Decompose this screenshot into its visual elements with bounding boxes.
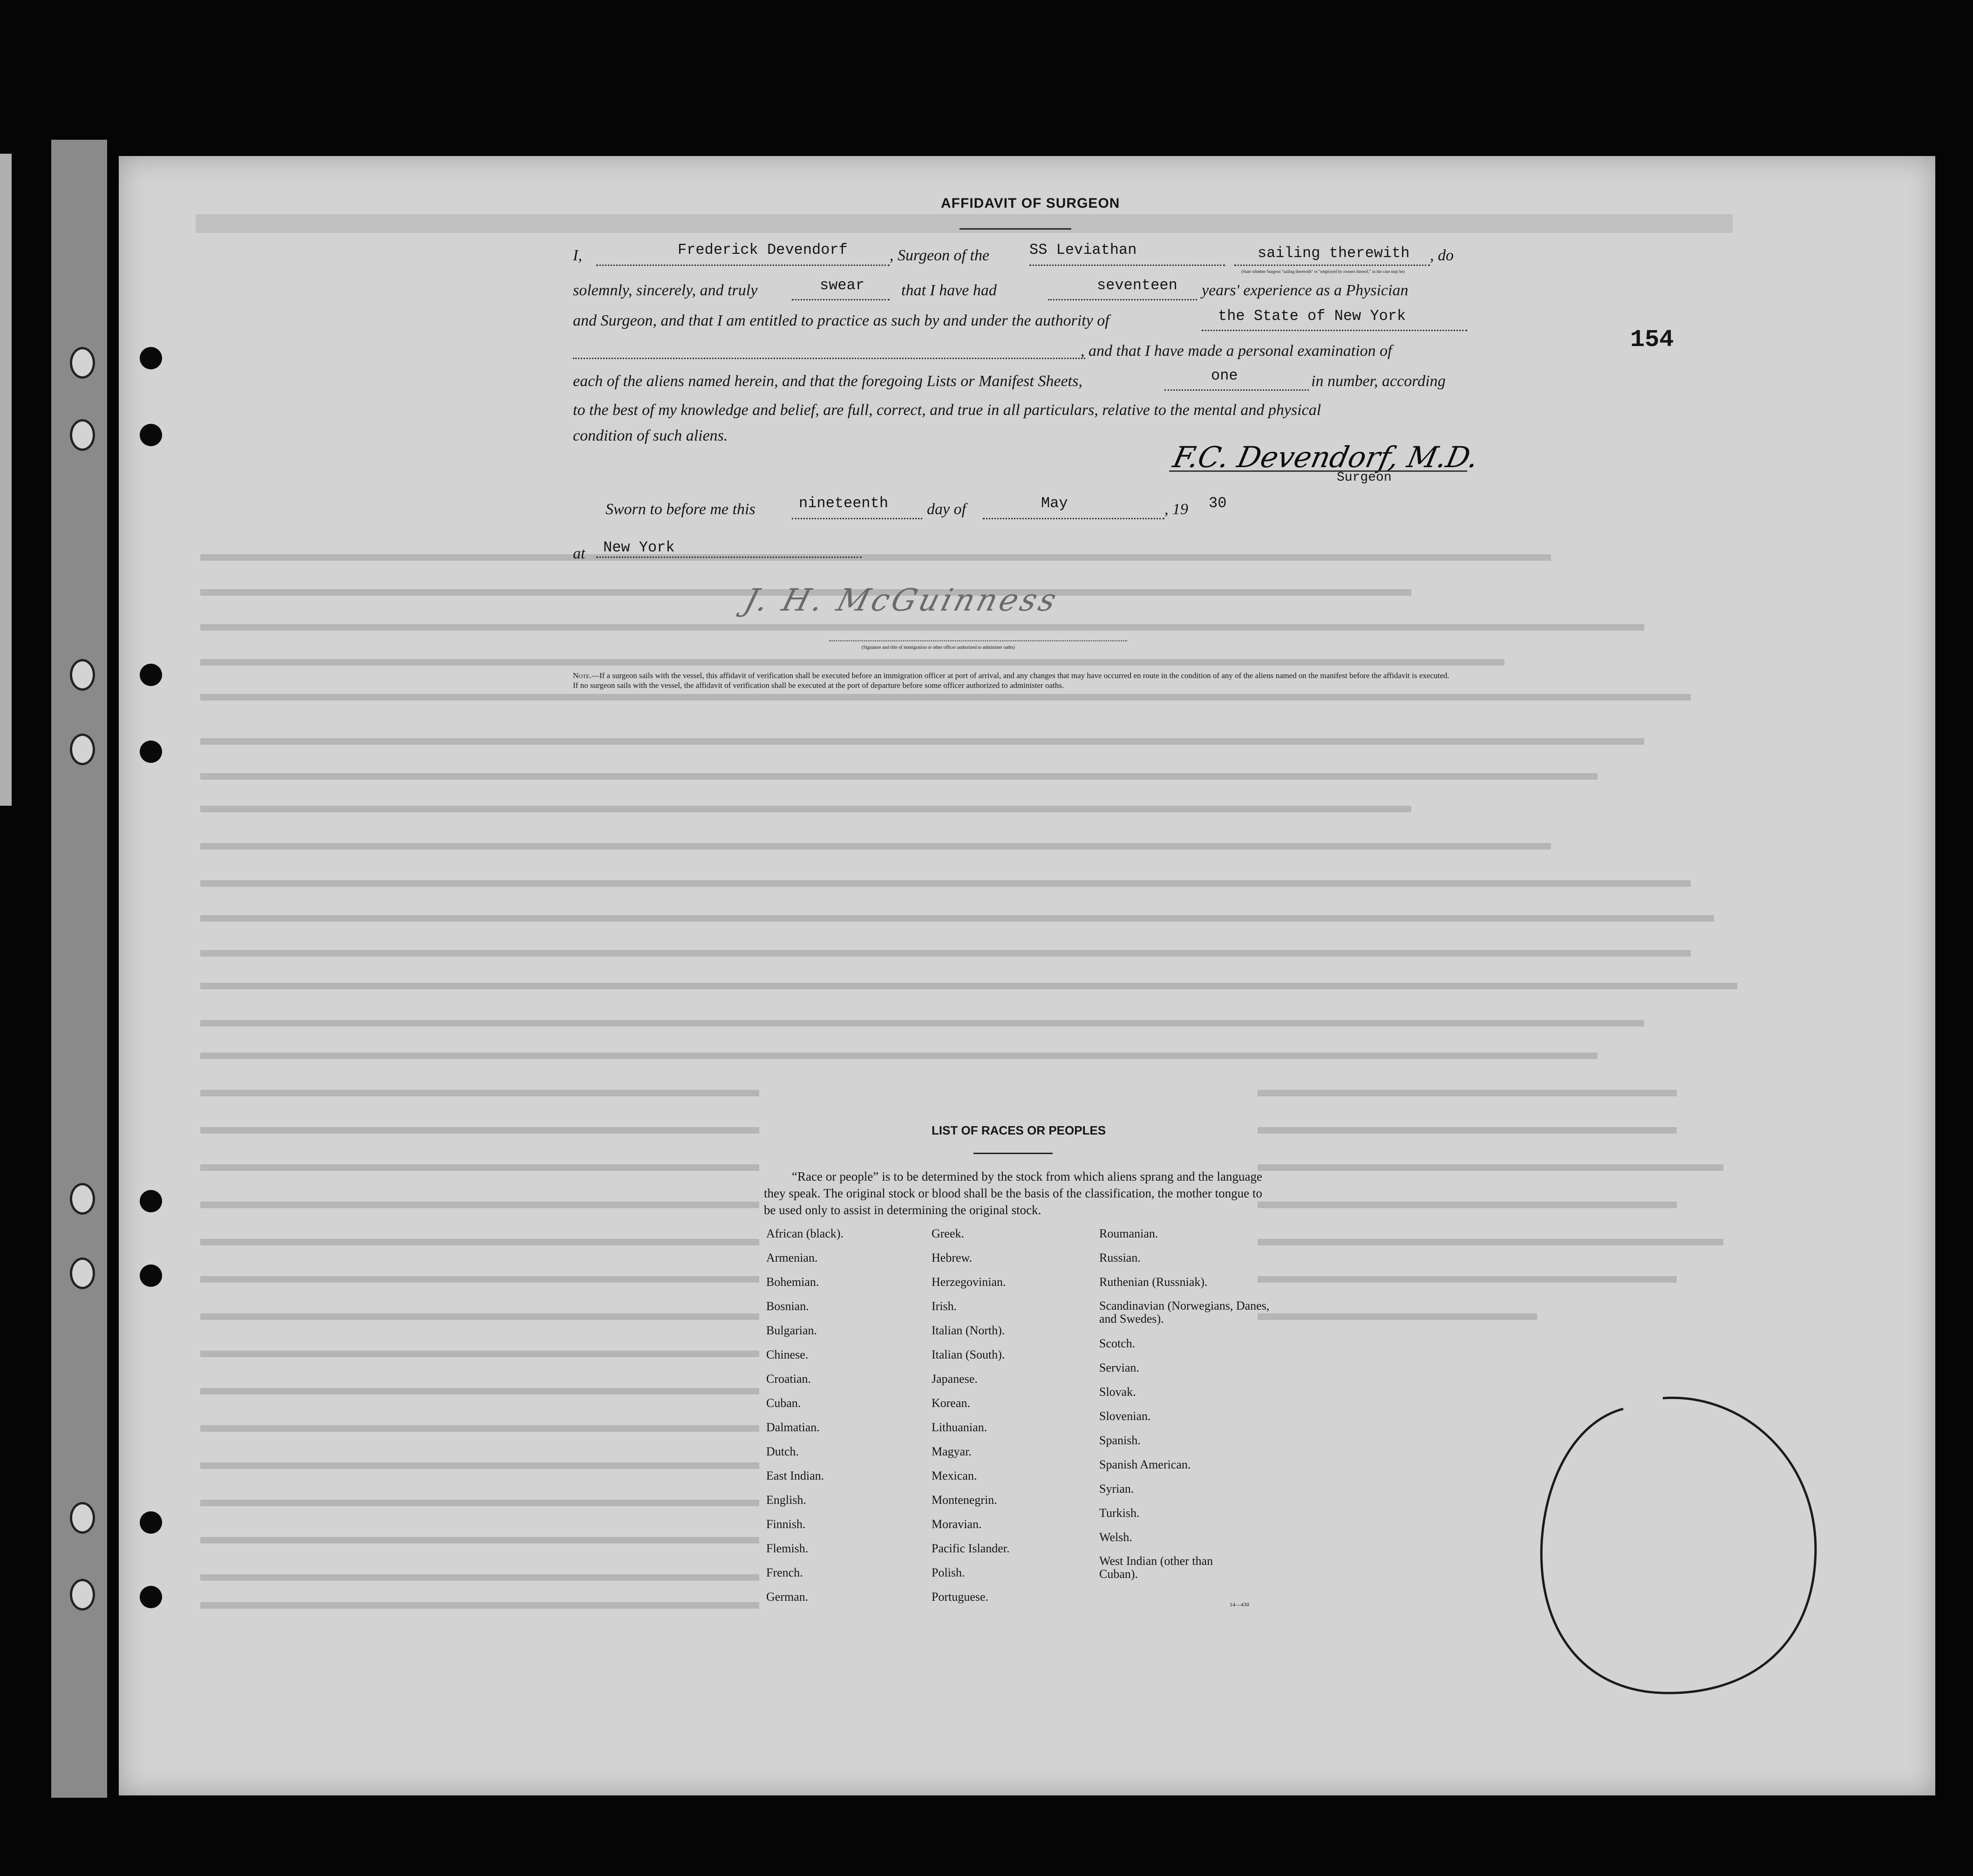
form-code: 14—430 xyxy=(1230,1601,1249,1608)
race-item: Mexican. xyxy=(932,1469,977,1482)
race-item: Cuban. xyxy=(766,1396,801,1410)
sheets-line xyxy=(1164,389,1309,391)
place-line xyxy=(596,557,862,558)
race-item: Croatian. xyxy=(766,1372,811,1386)
race-item: Irish. xyxy=(932,1299,957,1313)
officer-signature: J. H. McGuinness xyxy=(740,582,1063,618)
label-each-of-aliens: each of the aliens named herein, and that the foregoing Lists or Manifest Sheets, xyxy=(573,373,1082,390)
race-item: Ruthenian (Russniak). xyxy=(1099,1275,1208,1289)
races-intro: “Race or people” is to be determined by the stock from which aliens sprang and the language they speak. The original stock or blood shall be the basis of the classification, the mother tongue to be used only to assist in determining the original stock. xyxy=(764,1169,1262,1217)
label-do: , do xyxy=(1430,247,1454,264)
label-years-experience: years' experience as a Physician xyxy=(1202,282,1408,299)
surgeon-signature: F.C. Devendorf, M.D. xyxy=(1170,440,1482,474)
note-text-2: If no surgeon sails with the vessel, the affidavit of verification shall be executed at the port of departure before some officer authorized to administer oaths. xyxy=(573,681,1064,690)
note-label: Note. xyxy=(573,671,592,680)
authority-value: the State of New York xyxy=(1218,307,1406,325)
race-item: Scotch. xyxy=(1099,1337,1136,1350)
race-item: Spanish American. xyxy=(1099,1458,1191,1471)
month-line xyxy=(983,518,1164,519)
note-block xyxy=(573,671,1467,690)
authority-line xyxy=(1202,330,1467,331)
race-item: Bosnian. xyxy=(766,1299,809,1313)
oath-word: swear xyxy=(820,277,865,294)
race-item: French. xyxy=(766,1566,803,1579)
affidavit-title: AFFIDAVIT OF SURGEON xyxy=(941,196,1120,211)
race-item: Italian (South). xyxy=(932,1348,1005,1361)
race-item: Magyar. xyxy=(932,1445,972,1458)
race-item: East Indian. xyxy=(766,1469,824,1482)
race-item: Chinese. xyxy=(766,1348,809,1361)
sworn-year: 30 xyxy=(1209,495,1227,512)
label-condition: condition of such aliens. xyxy=(573,427,728,444)
race-item: Scandinavian (Norwegians, Danes, and Swedes). xyxy=(1099,1299,1270,1325)
label-in-number: in number, according xyxy=(1311,373,1446,390)
race-item: Japanese. xyxy=(932,1372,978,1386)
page-number: 154 xyxy=(1630,326,1674,353)
race-item: Dutch. xyxy=(766,1445,799,1458)
race-item: Russian. xyxy=(1099,1251,1141,1264)
sailing-status: sailing therewith xyxy=(1258,245,1410,262)
signature-line xyxy=(1169,470,1467,472)
sworn-place: New York xyxy=(603,539,675,556)
race-item: Moravian. xyxy=(932,1517,982,1531)
label-day-of: day of xyxy=(927,501,966,518)
races-title: LIST OF RACES OR PEOPLES xyxy=(932,1123,1106,1137)
title-rule xyxy=(959,228,1071,230)
race-item: Slovak. xyxy=(1099,1385,1136,1399)
sworn-month: May xyxy=(1041,495,1068,512)
officer-signature-line xyxy=(829,640,1127,641)
label-sworn: Sworn to before me this xyxy=(606,501,755,518)
label-surgeon-of: , Surgeon of the xyxy=(890,247,990,264)
hand-drawn-circle-mark xyxy=(1523,1388,1826,1705)
note-text: —If a surgeon sails with the vessel, this affidavit of verification shall be executed before an immigration officer at port of arrival, and any changes that may have occurred en route in the condition of any of the aliens named on the manifest before the affidavit is executed. xyxy=(591,671,1449,680)
label-and-surgeon: and Surgeon, and that I am entitled to practice as such by and under the authority of xyxy=(573,312,1109,329)
surgeon-name: Frederick Devendorf xyxy=(678,241,848,258)
race-item: Pacific Islander. xyxy=(932,1542,1010,1555)
state-whether-caption: (State whether Surgeon "sailing therewith" or "employed by owners thereof," as the case may be) xyxy=(1241,269,1405,274)
label-that-i-have-had: that I have had xyxy=(901,282,997,299)
day-line xyxy=(792,518,922,519)
races-title-rule xyxy=(973,1153,1053,1154)
race-item: Korean. xyxy=(932,1396,971,1410)
ship-line xyxy=(1029,265,1225,266)
label-solemnly: solemnly, sincerely, and truly xyxy=(573,282,758,299)
race-item: Welsh. xyxy=(1099,1530,1132,1544)
race-item: Lithuanian. xyxy=(932,1421,987,1434)
label-at: at xyxy=(573,545,585,562)
binding-strip xyxy=(51,140,107,1798)
race-item: Roumanian. xyxy=(1099,1227,1158,1240)
label-year-prefix: , 19 xyxy=(1164,501,1188,518)
status-line xyxy=(1234,265,1430,266)
race-item: African (black). xyxy=(766,1227,844,1240)
years-value: seventeen xyxy=(1097,277,1177,294)
race-item: Servian. xyxy=(1099,1361,1139,1374)
race-item: Italian (North). xyxy=(932,1324,1005,1337)
race-item: Armenian. xyxy=(766,1251,818,1264)
race-item: Slovenian. xyxy=(1099,1409,1151,1423)
race-item: Turkish. xyxy=(1099,1506,1140,1520)
oath-line xyxy=(792,299,890,300)
label-best-knowledge: to the best of my knowledge and belief, are full, correct, and true in all particulars, relative to the mental and physical xyxy=(573,401,1321,419)
authority-continued-line xyxy=(573,358,1085,359)
race-item: German. xyxy=(766,1590,809,1604)
surgeon-name-line xyxy=(596,265,890,266)
ship-name: SS Leviathan xyxy=(1029,241,1137,258)
officer-caption: (Signature and title of immigration or other officer authorized to administer oaths) xyxy=(862,645,1015,650)
race-item: Portuguese. xyxy=(932,1590,989,1604)
years-line xyxy=(1048,299,1197,300)
label-i: I, xyxy=(573,247,582,264)
race-item: Herzegovinian. xyxy=(932,1275,1006,1289)
race-item: Dalmatian. xyxy=(766,1421,820,1434)
adjacent-page-edge xyxy=(0,154,12,806)
label-personal-exam: , and that I have made a personal examination of xyxy=(1081,342,1392,360)
sheets-value: one xyxy=(1211,367,1238,384)
race-item: Montenegrin. xyxy=(932,1493,997,1507)
race-item: Bulgarian. xyxy=(766,1324,817,1337)
race-item: Finnish. xyxy=(766,1517,806,1531)
surgeon-label: Surgeon xyxy=(1337,470,1392,485)
sworn-day: nineteenth xyxy=(799,495,889,512)
race-item: Syrian. xyxy=(1099,1482,1134,1495)
race-item: Hebrew. xyxy=(932,1251,973,1264)
race-item: English. xyxy=(766,1493,806,1507)
race-item: Polish. xyxy=(932,1566,965,1579)
race-item: Spanish. xyxy=(1099,1434,1141,1447)
race-item: West Indian (other than Cuban). xyxy=(1099,1554,1213,1581)
race-item: Flemish. xyxy=(766,1542,809,1555)
race-item: Bohemian. xyxy=(766,1275,819,1289)
race-item: Greek. xyxy=(932,1227,965,1240)
